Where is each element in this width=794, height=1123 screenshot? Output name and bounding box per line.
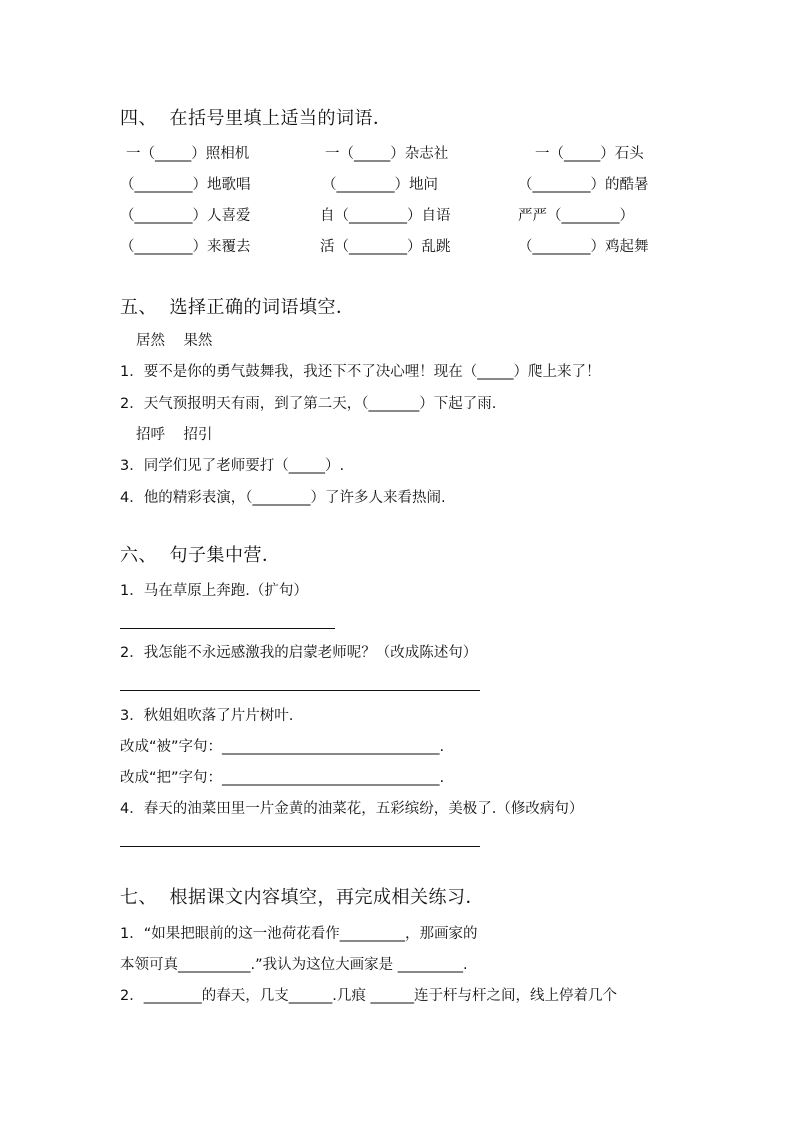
answer-line [120,690,480,691]
section-4-heading: 四、 在括号里填上适当的词语． [120,108,392,129]
fill-item: 一（_____）杂志社 [325,146,449,162]
question-item: 4．春天的油菜田里一片金黄的油菜花，五彩缤纷，美极了.（修改病句） [120,801,584,817]
section-5-heading: 五、 选择正确的词语填空． [120,297,355,318]
question-item: 4．他的精彩表演，（________）了许多人来看热闹. [120,490,446,506]
question-item: 改成“被”字句：______________________________. [120,739,445,755]
answer-line [120,628,335,629]
answer-line [120,846,480,847]
fill-item: （________）地问 [322,177,438,193]
question-item: 2．________的春天，几支______.几痕 ______连于杆与杆之间，线上停着几个 [120,988,617,1004]
word-choices: 招呼 招引 [136,427,213,443]
fill-item: （________）来覆去 [120,239,251,255]
fill-item: （________）人喜爱 [120,208,251,224]
fill-item: 一（_____）照相机 [126,146,250,162]
word-choices: 居然 果然 [136,333,213,349]
section-6-heading: 六、 句子集中营． [120,545,281,566]
question-item: 1．“如果把眼前的这一池荷花看作_________，那画家的 [120,926,478,942]
fill-item: 活（________）乱跳 [320,239,451,255]
fill-item: （________）的酷暑 [518,177,649,193]
fill-item: 一（_____）石头 [535,146,644,162]
question-item: 改成“把”字句：______________________________. [120,770,445,786]
section-7-heading: 七、 根据课文内容填空，再完成相关练习． [120,887,484,908]
question-item: 3．秋姐姐吹落了片片树叶. [120,708,294,724]
question-item: 1．马在草原上奔跑.（扩句） [120,583,308,599]
question-item: 2．我怎能不永远感激我的启蒙老师呢？（改成陈述句） [120,645,478,661]
fill-item: （________）地歌唱 [120,177,251,193]
question-item: 本领可真__________.”我认为这位大画家是 _________. [120,957,468,973]
question-item: 3．同学们见了老师要打（_____）. [120,458,345,474]
question-item: 2．天气预报明天有雨，到了第二天，（_______）下起了雨. [120,396,497,412]
fill-item: 自（________）自语 [320,208,451,224]
question-item: 1．要不是你的勇气鼓舞我，我还下不了决心哩！现在（_____）爬上来了！ [120,364,601,380]
fill-item: （________）鸡起舞 [518,239,649,255]
fill-item: 严严（________） [518,208,634,224]
